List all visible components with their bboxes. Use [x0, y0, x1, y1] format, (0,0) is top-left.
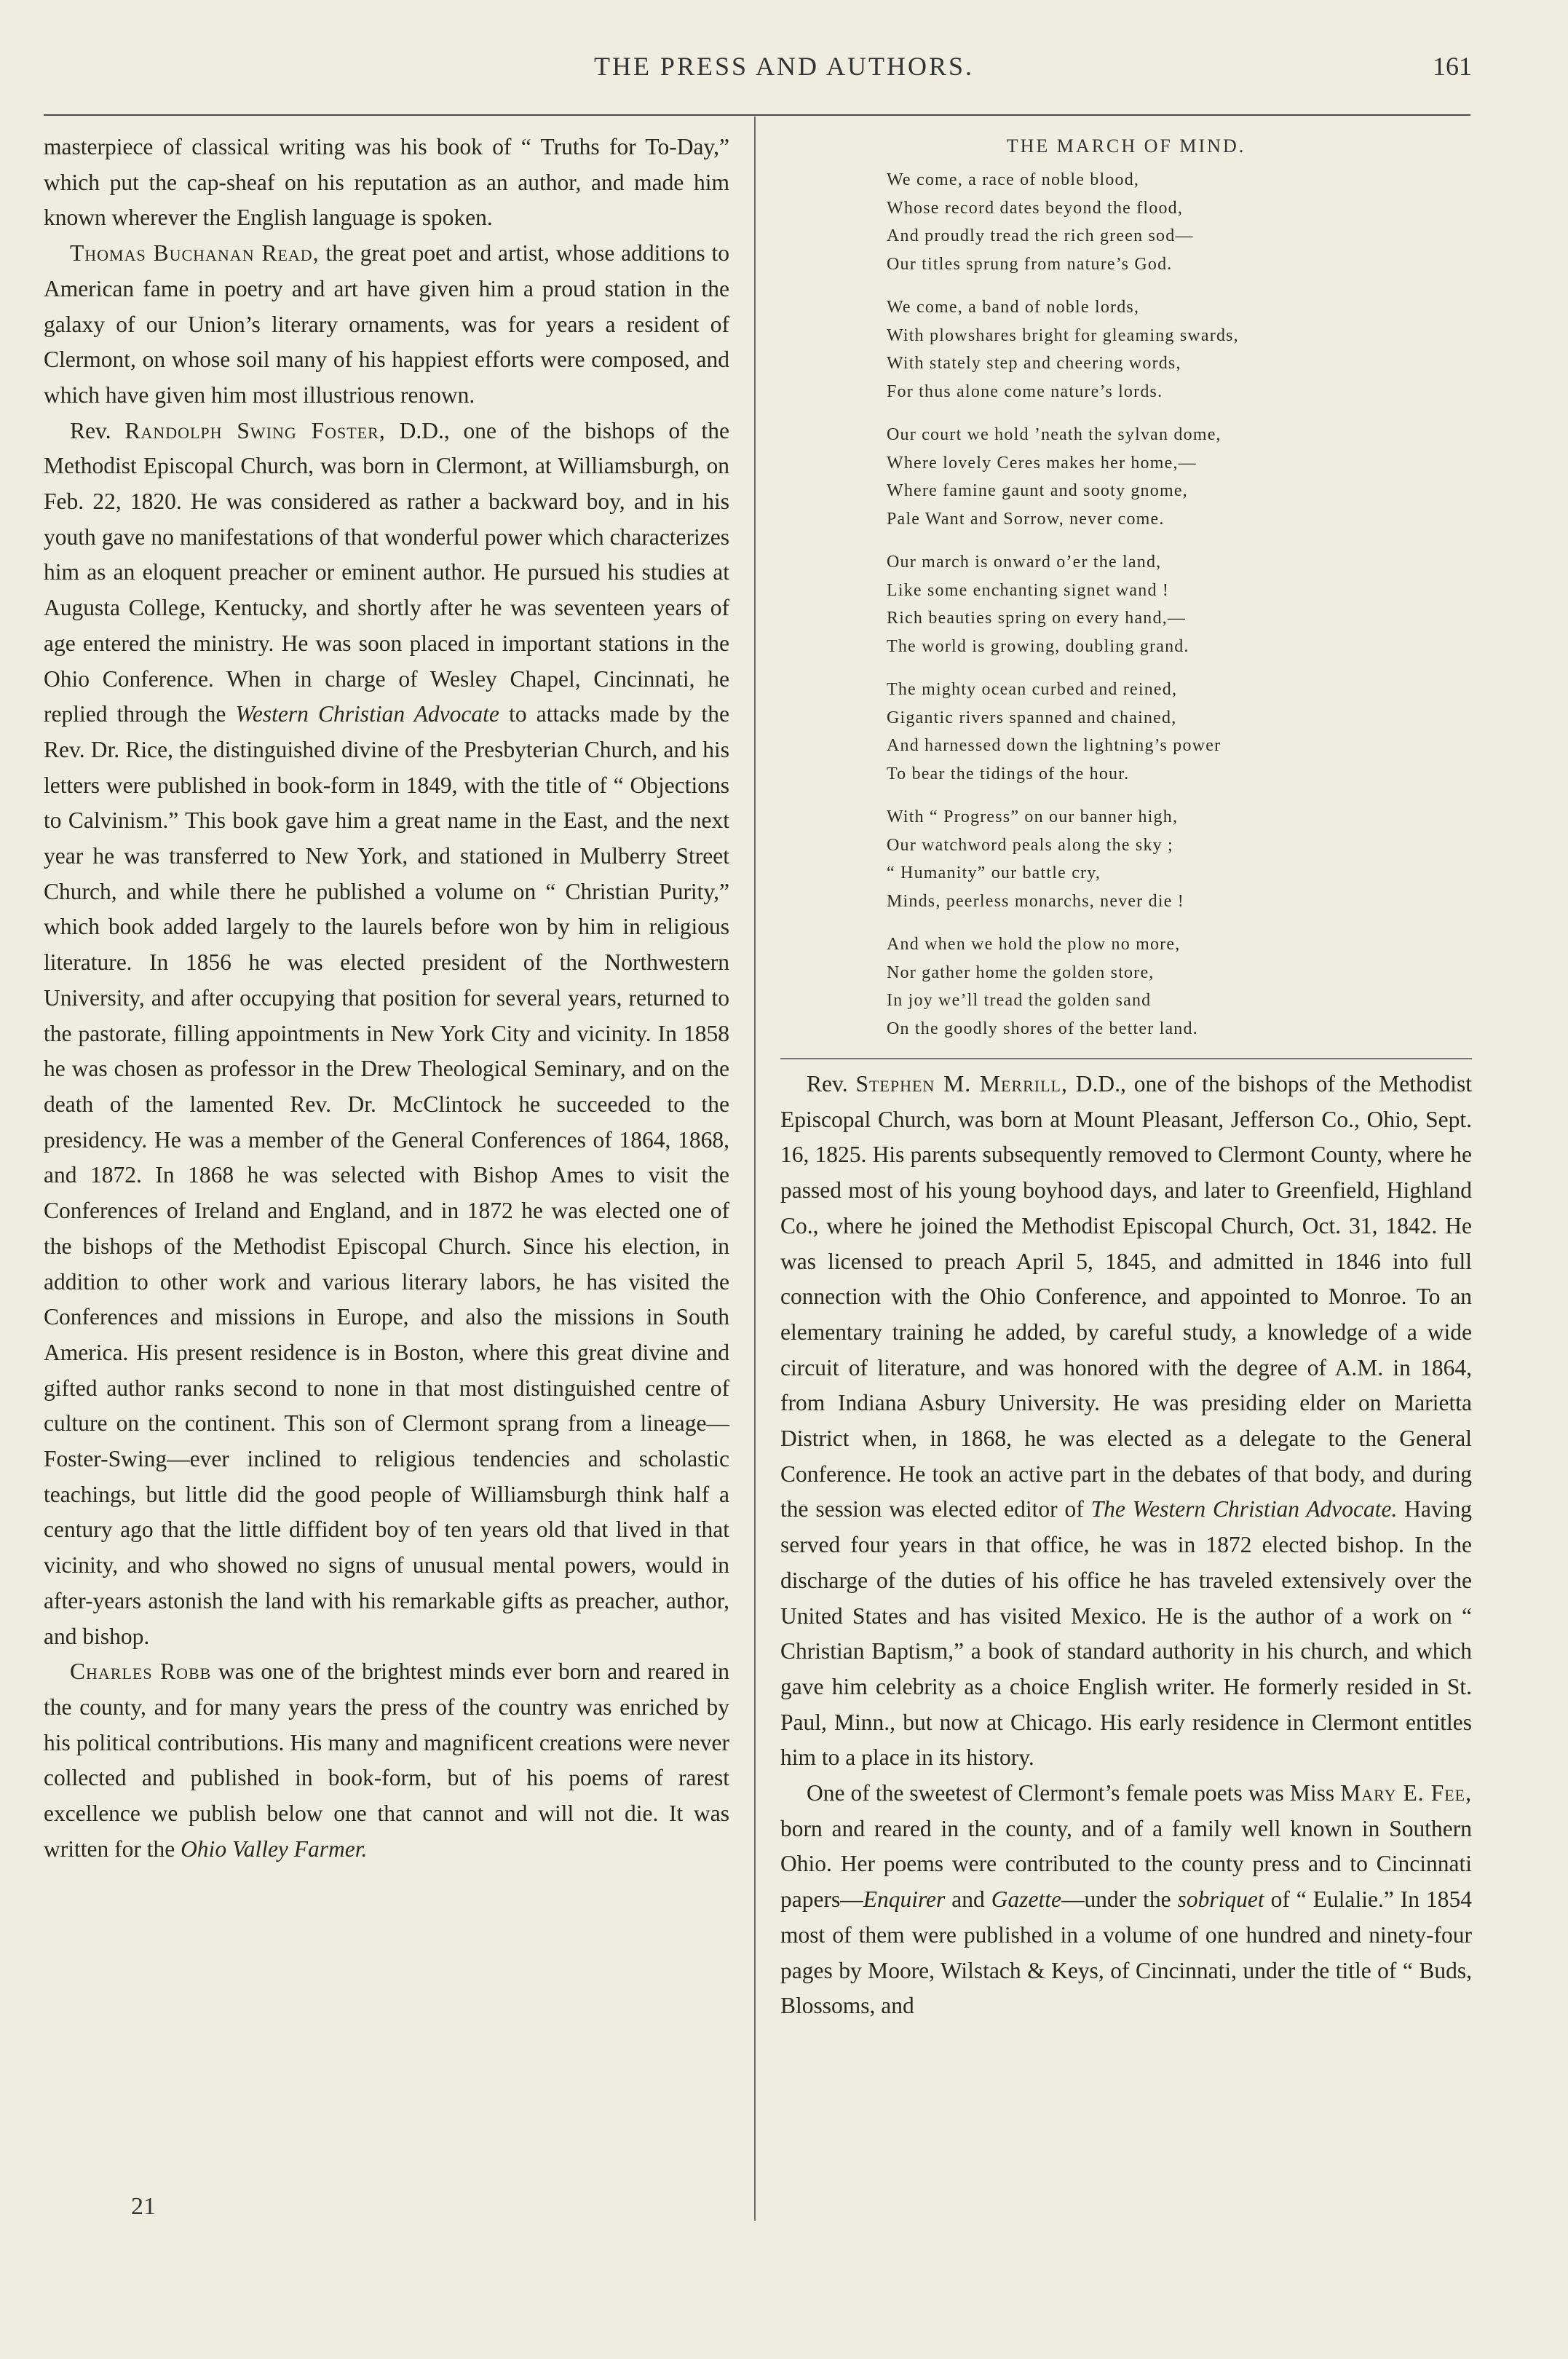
publication-title: Western Christian Advocate: [235, 701, 499, 727]
poem-line: We come, a band of noble lords,: [887, 298, 1140, 317]
publication-title: Enquirer: [863, 1886, 946, 1913]
poem-line: We come, a race of noble blood,: [887, 170, 1140, 189]
poem-stanza: [887, 930, 1472, 1043]
paragraph-charles-robb: Charles Robb was one of the brightest minds ever born and reared in the county, and for many years the press of the country was enriched by his political contributions. His many and magnificent creations were never collected and published in book-form, but of his poems of rarest excellence we publish below one that cannot and will not die. It was written for the Ohio Valley Farmer.: [44, 1659, 729, 1862]
poem-line: On the goodly shores of the better land.: [887, 1019, 1198, 1038]
publication-title: Ohio Valley Farmer.: [181, 1836, 368, 1862]
person-name: Stephen M. Merrill,: [855, 1071, 1068, 1096]
signature-mark: 21: [131, 2193, 156, 2220]
poem-line: In joy we’ll tread the golden sand: [887, 991, 1152, 1010]
paragraph-thomas-buchanan-read: Thomas Buchanan Read, the great poet and artist, whose additions to American fame in poetry and art have given him a proud station in the galaxy of our Union’s literary ornaments, was for years a resident of Clermont, on whose soil many of his happiest efforts were composed, and which have given him most illustrious renown.: [44, 240, 730, 408]
paragraph-stephen-merrill: Rev. Stephen M. Merrill, D.D., one of the bishops of the Methodist Episcopal Church, was born at Mount Pleasant, Jefferson Co., Ohio, Sept. 16, 1825. His parents subsequently removed to Clermont County, where he passed most of his young boyhood days, and later to Greenfield, Highland Co., where he joined the Methodist Episcopal Church, Oct. 31, 1842. He was licensed to preach April 5, 1845, and admitted in 1846 into full connection with the Ohio Conference, and appointed to Monroe. To an elementary training he added, by careful study, a knowledge of a wide circuit of literature, and was honored with the degree of A.M. in 1864, from Indiana Asbury University. He was presiding elder on Marietta District when, in 1868, he was elected as a delegate to the General Conference. He took an active part in the debates of that body, and during the session was elected editor of The Western Christian Advocate. Having served four years in that office, he was in 1872 elected bishop. In the discharge of the duties of his office he has traveled extensively over the United States and has visited Mexico. He is the author of a work on “ Christian Baptism,” a book of standard authority in his church, and which gave him celebrity as a choice English writer. He formerly resided in St. Paul, Minn., but now at Chicago. His early residence in Clermont entitles him to a place in its history.: [780, 1071, 1473, 1771]
poem-title: THE MARCH OF MIND.: [1006, 135, 1246, 157]
person-name: Charles Robb: [70, 1659, 212, 1685]
poem-line: The mighty ocean curbed and reined,: [887, 680, 1178, 699]
right-prose: [780, 1067, 1472, 2024]
paragraph-continuation: masterpiece of classical writing was his book of “ Truths for To-Day,” which put the cap-sheaf on his reputation as an author, and made him known wherever the English language is spoken.: [44, 134, 729, 231]
running-head: [0, 51, 1568, 102]
poem-line: To bear the tidings of the hour.: [887, 764, 1130, 783]
poem-stanza: [887, 293, 1472, 406]
poem-stanza: [887, 421, 1472, 533]
foreign-term: sobriquet: [1177, 1886, 1264, 1913]
poem-stanza: [887, 548, 1472, 660]
paragraph-mary-fee: One of the sweetest of Clermont’s female poets was Miss Mary E. Fee, born and reared in the county, and of a family well known in Southern Ohio. Her poems were contributed to the county press and to Cincinnati papers—Enquirer and Gazette—under the sobriquet of “ Eulalie.” In 1854 most of them were published in a volume of one hundred and ninety-four pages by Moore, Wilstach & Keys, of Cincinnati, under the title of “ Buds, Blossoms, and: [780, 1780, 1472, 2019]
person-name: Thomas Buchanan Read,: [70, 240, 320, 266]
running-title: THE PRESS AND AUTHORS.: [593, 52, 975, 81]
poem-stanza: [887, 803, 1472, 915]
publication-title: The Western Christian Advocate.: [1090, 1496, 1398, 1522]
poem-stanza: [887, 166, 1472, 278]
poem-line: With “ Progress” on our banner high,: [887, 807, 1179, 826]
poem-line: The world is growing, doubling grand.: [887, 636, 1189, 656]
poem-line: Our titles sprung from nature’s God.: [887, 254, 1173, 274]
page-number: 161: [1433, 52, 1472, 81]
poem-stanza: [887, 676, 1472, 788]
poem-line: Rich beauties spring on every hand,—: [887, 609, 1187, 628]
header-rule: [44, 114, 1470, 116]
poem-line: “ Humanity” our battle cry,: [887, 864, 1101, 882]
left-column: [44, 130, 729, 1867]
person-name: Mary E. Fee,: [1340, 1780, 1472, 1806]
right-column: [780, 130, 1472, 2024]
poem-line: Pale Want and Sorrow, never come.: [887, 509, 1165, 529]
poem-line: Our watchword peals along the sky ;: [887, 835, 1173, 855]
poem: [780, 135, 1472, 1043]
poem-line: Where lovely Ceres makes her home,—: [887, 453, 1197, 473]
poem-line: Our court we hold ’neath the sylvan dome,: [887, 425, 1221, 444]
poem-line: For thus alone come nature’s lords.: [887, 382, 1163, 401]
paragraph-randolph-swing-foster: Rev. Randolph Swing Foster, D.D., one of the bishops of the Methodist Episcopal Church, was born in Clermont, at Williamsburgh, on Feb. 22, 1820. He was considered as rather a backward boy, and in his youth gave no manifestations of that wonderful power which characterizes him as an eloquent preacher or eminent author. He pursued his studies at Augusta College, Kentucky, and shortly after he was seventeen years of age entered the ministry. He was soon placed in important stations in the Ohio Conference. When in charge of Wesley Chapel, Cincinnati, he replied through the Western Christian Advocate to attacks made by the Rev. Dr. Rice, the distinguished divine of the Presbyterian Church, and his letters were published in book-form in 1849, with the title of “ Objections to Calvinism.” This book gave him a great name in the East, and the next year he was transferred to New York, and stationed in Mulberry Street Church, and while there he published a volume on “ Christian Purity,” which book added largely to the laurels before won by him in religious literature. In 1856 he was elected president of the Northwestern University, and after occupying that position for several years, returned to the pastorate, filling appointments in New York City and vicinity. In 1858 he was chosen as professor in the Drew Theological Seminary, and on the death of the lamented Rev. Dr. McClintock he succeeded to the presidency. He was a member of the General Conferences of 1864, 1868, and 1872. In 1868 he was selected with Bishop Ames to visit the Conferences of Ireland and England, and in 1872 he was elected one of the bishops of the Methodist Episcopal Church. Since his election, in addition to other work and various literary labors, he has visited the Conferences and missions in Europe, and also the missions in South America. His present residence is in Boston, where this great divine and gifted author ranks second to none in that most distinguished centre of culture on the continent. This son of Clermont sprang from a lineage—Foster-Swing—ever inclined to religious tendencies and scholastic teachings, but little did the good people of Williamsburgh think half a century ago that the little diffident boy of ten years old that lived in that vicinity, and who showed no signs of unusual mental powers, would in after-years astonish the land with his remarkable gifts as preacher, author, and bishop.: [44, 417, 730, 1649]
poem-line: Like some enchanting signet wand !: [887, 580, 1170, 600]
poem-line: With plowshares bright for gleaming swards,: [887, 325, 1239, 345]
poem-line: And harnessed down the lightning’s power: [887, 736, 1221, 755]
poem-line: Minds, peerless monarchs, never die !: [887, 891, 1184, 911]
column-divider: [754, 116, 756, 2221]
poem-line: And when we hold the plow no more,: [887, 935, 1181, 954]
poem-rule: [780, 1058, 1472, 1059]
poem-line: And proudly tread the rich green sod—: [887, 226, 1194, 245]
poem-line: Whose record dates beyond the flood,: [887, 198, 1184, 218]
poem-line: With stately step and cheering words,: [887, 354, 1181, 373]
poem-line: Our march is onward o’er the land,: [887, 553, 1162, 572]
poem-lines: [887, 166, 1472, 1043]
person-name: Randolph Swing Foster,: [124, 417, 386, 443]
poem-line: Where famine gaunt and sooty gnome,: [887, 481, 1188, 500]
poem-line: Nor gather home the golden store,: [887, 963, 1155, 982]
publication-title: Gazette: [991, 1886, 1061, 1913]
poem-line: Gigantic rivers spanned and chained,: [887, 708, 1177, 727]
